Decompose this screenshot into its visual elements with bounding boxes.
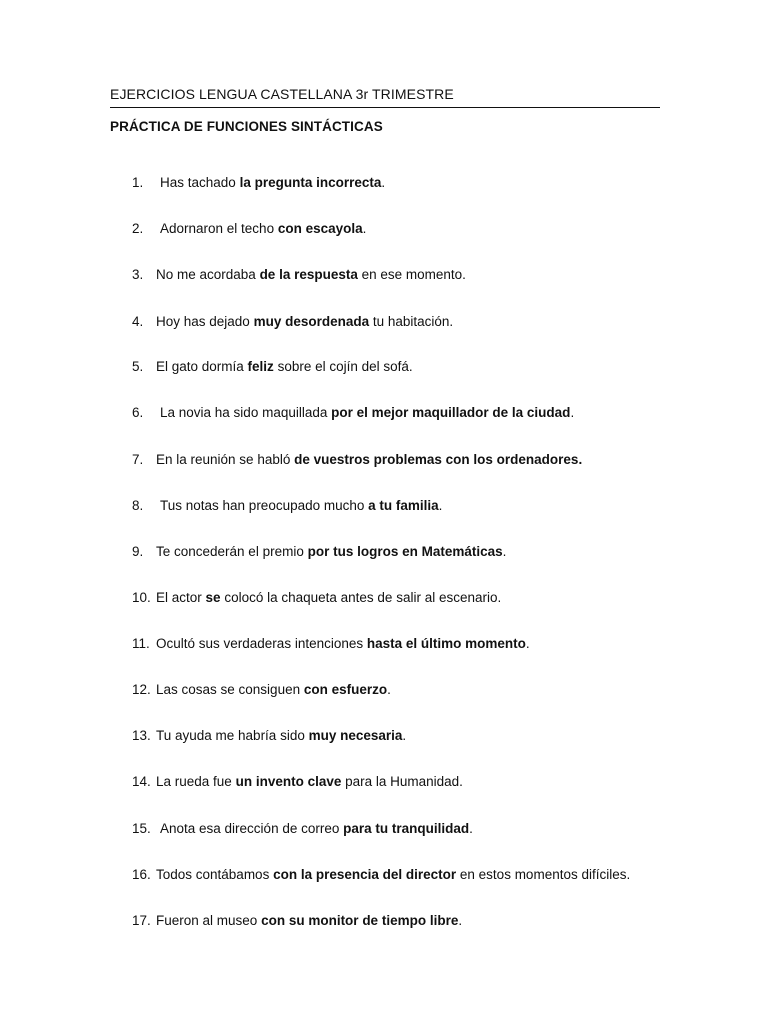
sentence-text-end: . [570,405,575,420]
sentence-text: El actor [156,590,206,605]
sentence-text: La novia ha sido maquillada [160,405,332,420]
exercise-sentence [156,590,501,606]
sentence-text-end: . [458,913,463,928]
sentence-text-end: en estos momentos difíciles. [456,867,631,882]
exercise-sentence [160,405,574,421]
sentence-text-end: . [402,728,407,743]
sentence-text: Las cosas se consiguen [156,682,304,697]
exercise-number: 2. [132,221,144,236]
sentence-text-end: para la Humanidad. [341,774,463,789]
highlighted-phrase: con su monitor de tiempo libre [261,913,459,928]
document-header: EJERCICIOS LENGUA CASTELLANA 3r TRIMESTRE [110,86,454,102]
sentence-text-end: . [525,636,530,651]
exercise-sentence [156,774,463,790]
exercise-sentence [156,359,413,375]
sentence-text: Tu ayuda me habría sido [156,728,309,743]
sentence-text-end: . [438,498,443,513]
sentence-text-end: . [469,821,473,836]
highlighted-phrase: con escayola [277,221,363,236]
sentence-text: Hoy has dejado [156,314,254,329]
exercise-sentence [160,821,473,837]
exercise-sentence [156,267,466,283]
highlighted-phrase: por el mejor maquillador de la ciudad [331,405,571,420]
highlighted-phrase: la pregunta incorrecta [239,175,382,190]
exercise-number: 6. [132,405,144,420]
highlighted-phrase: muy necesaria [308,728,403,743]
exercise-number: 7. [132,452,144,467]
exercise-number: 4. [132,314,144,329]
highlighted-phrase: por tus logros en Matemáticas [307,544,503,559]
sentence-text: Has tachado [160,175,240,190]
exercise-sentence [156,682,391,698]
highlighted-phrase: para tu tranquilidad [343,821,470,836]
highlighted-phrase: se [205,590,221,605]
exercise-number: 17. [132,913,151,928]
exercise-number: 10. [132,590,151,605]
sentence-text-end: en ese momento. [357,267,466,282]
exercise-number: 13. [132,728,151,743]
exercise-sentence [160,498,442,514]
exercise-sentence [156,913,462,929]
exercise-sentence [156,867,630,883]
sentence-text-end: sobre el cojín del sofá. [273,359,413,374]
highlighted-phrase: de la respuesta [259,267,358,282]
exercise-number: 3. [132,267,144,282]
exercise-sentence [160,175,385,191]
sentence-text: En la reunión se habló [156,452,295,467]
exercise-sentence [160,221,366,237]
sentence-text: Tus notas han preocupado mucho [160,498,369,513]
exercise-sentence [156,636,530,652]
sentence-text-end: . [502,544,507,559]
exercise-number: 15. [132,821,151,836]
exercise-number: 1. [132,175,144,190]
sentence-text: Adornaron el techo [160,221,278,236]
sentence-text: Anota esa dirección de correo [160,821,344,836]
section-title: PRÁCTICA DE FUNCIONES SINTÁCTICAS [110,119,383,134]
sentence-text-end: . [362,221,367,236]
exercise-sentence [156,544,506,560]
sentence-text: No me acordaba [156,267,260,282]
exercise-sentence [156,728,406,744]
highlighted-phrase: feliz [247,359,274,374]
sentence-text: Ocultó sus verdaderas intenciones [156,636,367,651]
header-divider [110,107,660,108]
exercise-number: 5. [132,359,144,374]
highlighted-phrase: un invento clave [235,774,342,789]
sentence-text: Todos contábamos [156,867,274,882]
exercise-number: 16. [132,867,151,882]
sentence-text: Te concederán el premio [156,544,308,559]
exercise-sentence [156,452,582,468]
sentence-text: La rueda fue [156,774,236,789]
sentence-text-end: . [381,175,386,190]
highlighted-phrase: muy desordenada [253,314,370,329]
sentence-text-end: tu habitación. [369,314,454,329]
highlighted-phrase: a tu familia [368,498,439,513]
sentence-text-end: colocó la chaqueta antes de salir al escenario. [220,590,502,605]
sentence-text-end: . [387,682,391,697]
exercise-number: 8. [132,498,144,513]
exercise-number: 11. [132,636,150,651]
highlighted-phrase: con esfuerzo [303,682,388,697]
sentence-text: Fueron al museo [156,913,262,928]
highlighted-phrase: con la presencia del director [273,867,457,882]
exercise-number: 14. [132,774,151,789]
exercise-number: 9. [132,544,144,559]
exercise-number: 12. [132,682,151,697]
highlighted-phrase: de vuestros problemas con los ordenadores. [294,452,583,467]
exercise-sentence [156,314,453,330]
highlighted-phrase: hasta el último momento [366,636,526,651]
sentence-text: El gato dormía [156,359,248,374]
